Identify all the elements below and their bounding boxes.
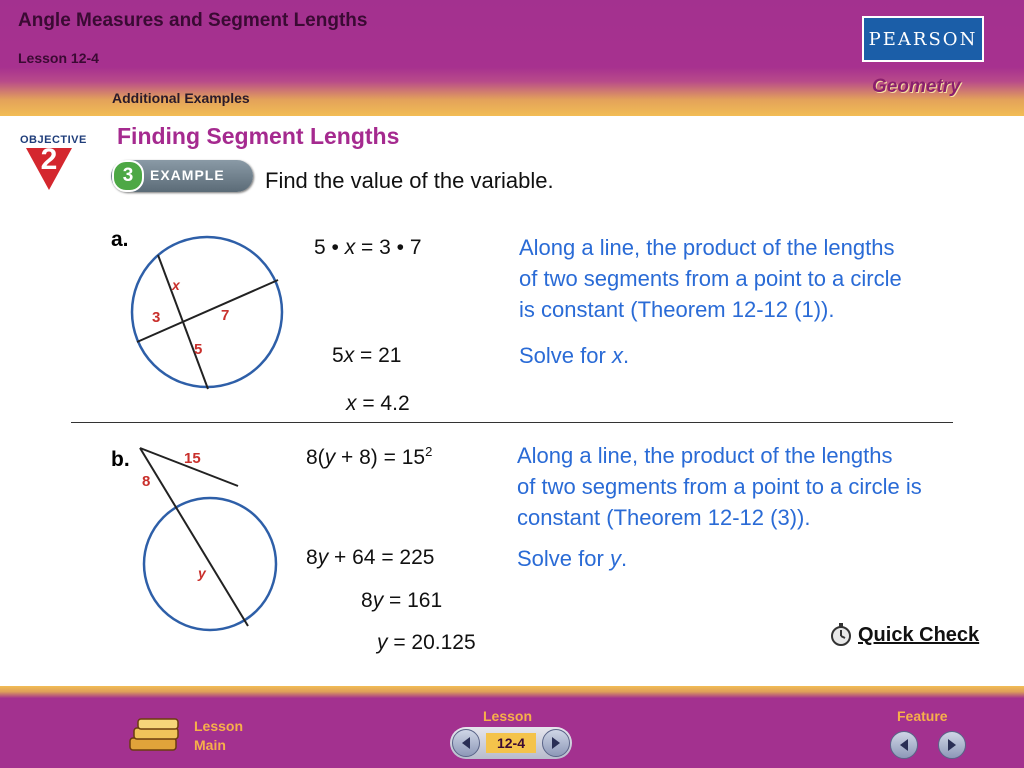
lesson-label: Lesson 12-4	[18, 50, 99, 66]
objective-label: OBJECTIVE	[20, 134, 87, 146]
feature-prev-button[interactable]	[890, 731, 918, 759]
divider	[71, 422, 953, 423]
secant-b	[140, 448, 248, 626]
explanation-b-line: of two segments from a point to a circle is	[517, 474, 922, 499]
subtitle: Additional Examples	[112, 90, 250, 106]
arrow-left-icon	[459, 736, 473, 750]
explanation-a	[519, 232, 902, 325]
pearson-logo: PEARSON	[862, 16, 984, 62]
section-title: Finding Segment Lengths	[117, 123, 400, 149]
label-y: y	[198, 565, 206, 581]
solve-b: Solve for y.	[517, 546, 628, 571]
solve-a: Solve for x.	[519, 343, 630, 368]
part-b-label: b.	[111, 448, 130, 471]
explanation-b	[517, 440, 922, 533]
example-label: EXAMPLE	[150, 167, 225, 183]
equation-b-2: 8y + 64 = 225	[306, 546, 435, 569]
label-15: 15	[184, 450, 201, 467]
explanation-a-line: of two segments from a point to a circle	[519, 266, 902, 291]
part-a-figure	[120, 225, 300, 405]
arrow-left-icon	[897, 738, 911, 752]
quick-check-label[interactable]: Quick Check	[858, 623, 980, 646]
explanation-b-line: Along a line, the product of the lengths	[517, 443, 893, 468]
label-8: 8	[142, 473, 151, 490]
label-7: 7	[221, 307, 230, 324]
books-icon	[126, 716, 186, 756]
stopwatch-icon	[828, 622, 854, 648]
equation-a-3: x = 4.2	[346, 392, 410, 415]
label-3: 3	[152, 309, 161, 326]
part-a-label: a.	[111, 228, 129, 251]
lesson-prev-button[interactable]	[452, 729, 480, 757]
equation-a-1: 5 • x = 3 • 7	[314, 236, 422, 259]
feature-label: Feature	[897, 708, 948, 724]
arrow-right-icon	[945, 738, 959, 752]
equation-b-3: 8y = 161	[361, 589, 443, 612]
arrow-right-icon	[549, 736, 563, 750]
equation-b-1: $8(y + 8) = 15^2$	[306, 444, 433, 469]
lesson-next-button[interactable]	[542, 729, 570, 757]
explanation-a-line: Along a line, the product of the lengths	[519, 235, 895, 260]
lesson-main-label[interactable]: Lesson Main	[194, 718, 244, 753]
lesson-main-button[interactable]	[126, 716, 186, 756]
equation-b-4: y = 20.125	[377, 631, 476, 654]
quick-check-link[interactable]	[828, 622, 979, 648]
objective-number: 2	[40, 143, 58, 176]
course-label: Geometry	[872, 76, 961, 97]
page-title: Angle Measures and Segment Lengths	[18, 10, 368, 31]
explanation-a-line: is constant (Theorem 12-12 (1)).	[519, 297, 835, 322]
equation-a-2: 5x = 21	[332, 344, 402, 367]
feature-next-button[interactable]	[938, 731, 966, 759]
instruction-text: Find the value of the variable.	[265, 168, 554, 193]
explanation-b-line: constant (Theorem 12-12 (3)).	[517, 505, 811, 530]
part-b-figure	[130, 440, 310, 640]
lesson-number: 12-4	[486, 733, 536, 753]
label-x: x	[172, 277, 180, 293]
lesson-nav-label: Lesson	[483, 708, 533, 724]
label-5: 5	[194, 341, 203, 358]
example-number: 3	[112, 160, 144, 192]
